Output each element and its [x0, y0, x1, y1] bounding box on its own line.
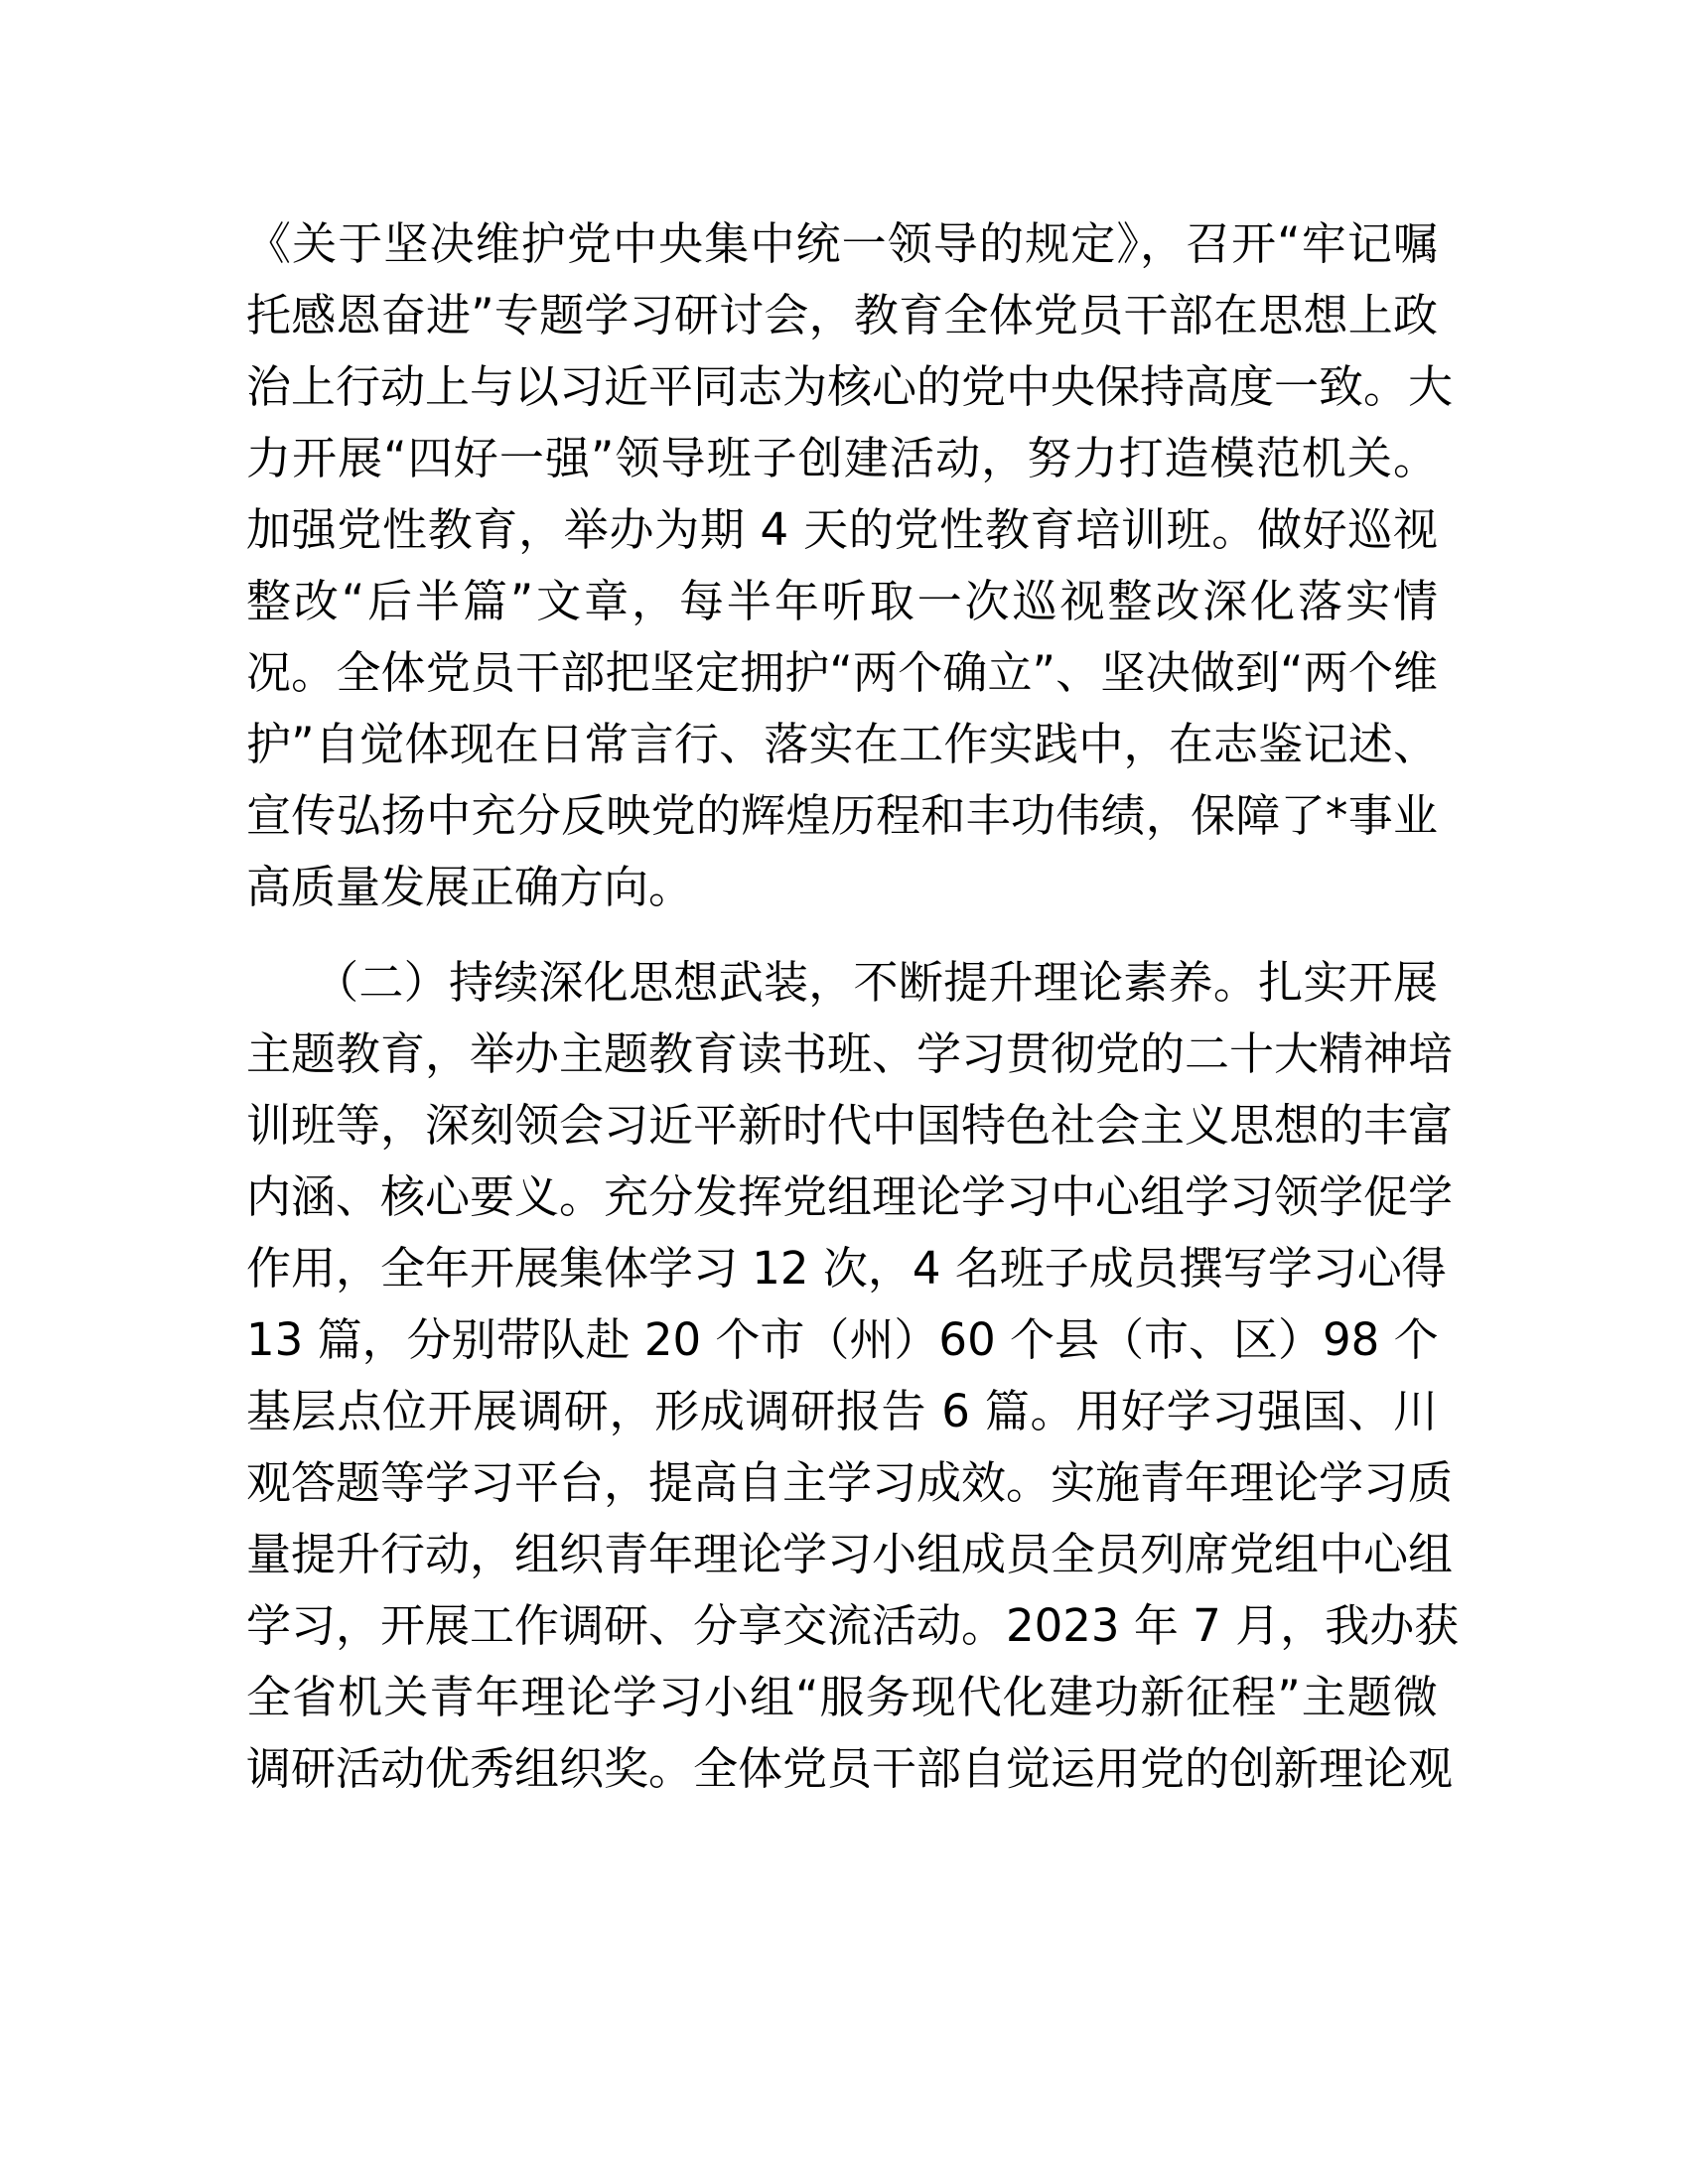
text-line: 托感恩奋进”专题学习研讨会，教育全体党员干部在思想上政: [246, 289, 1438, 341]
text-line: 学习，开展工作调研、分享交流活动。2023 年 7 月，我办获: [246, 1599, 1460, 1652]
text-line: 量提升行动，组织青年理论学习小组成员全员列席党组中心组: [246, 1528, 1454, 1580]
text-line: 护”自觉体现在日常言行、落实在工作实践中，在志鉴记述、: [246, 718, 1438, 770]
text-line: 主题教育，举办主题教育读书班、学习贯彻党的二十大精神培: [246, 1027, 1454, 1080]
document-page: [246, 208, 1460, 1805]
text-line: （二）持续深化思想武装，不断提升理论素养。扎实开展: [246, 956, 1438, 1009]
text-line: 加强党性教育，举办为期 4 天的党性教育培训班。做好巡视: [246, 503, 1438, 556]
text-line: 调研活动优秀组织奖。全体党员干部自觉运用党的创新理论观: [246, 1742, 1454, 1795]
text-line: 全省机关青年理论学习小组“服务现代化建功新征程”主题微: [246, 1671, 1438, 1723]
text-line: 高质量发展正确方向。: [246, 861, 694, 913]
text-line: 作用，全年开展集体学习 12 次，4 名班子成员撰写学习心得: [246, 1242, 1447, 1295]
text-line: 治上行动上与以习近平同志为核心的党中央保持高度一致。大: [246, 360, 1454, 413]
text-line: 宣传弘扬中充分反映党的辉煌历程和丰功伟绩，保障了*事业: [246, 789, 1438, 842]
text-line: 内涵、核心要义。充分发挥党组理论学习中心组学习领学促学: [246, 1170, 1454, 1223]
paragraph-1: [246, 208, 1454, 923]
paragraph-2: [246, 947, 1460, 1805]
text-line: 整改“后半篇”文章，每半年听取一次巡视整改深化落实情: [246, 575, 1438, 627]
text-line: 训班等，深刻领会习近平新时代中国特色社会主义思想的丰富: [246, 1099, 1454, 1152]
text-line: 《关于坚决维护党中央集中统一领导的规定》，召开“牢记嘱: [246, 217, 1438, 270]
text-line: 力开展“四好一强”领导班子创建活动，努力打造模范机关。: [246, 432, 1438, 484]
text-line: 13 篇，分别带队赴 20 个市（州）60 个县（市、区）98 个: [246, 1313, 1439, 1366]
text-line: 观答题等学习平台，提高自主学习成效。实施青年理论学习质: [246, 1456, 1454, 1509]
text-line: 况。全体党员干部把坚定拥护“两个确立”、坚决做到“两个维: [246, 646, 1438, 699]
text-line: 基层点位开展调研，形成调研报告 6 篇。用好学习强国、川: [246, 1385, 1438, 1437]
